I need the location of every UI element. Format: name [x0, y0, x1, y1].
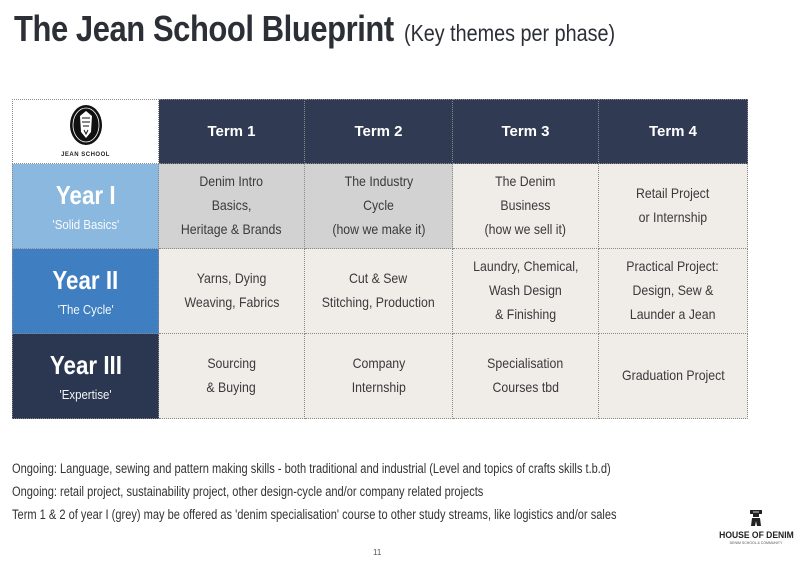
course-cell — [453, 334, 599, 419]
course-line: Heritage & Brands — [181, 220, 282, 237]
course-cell — [159, 249, 305, 334]
course-cell — [159, 164, 305, 249]
course-cell — [305, 164, 453, 249]
year-name: Year I — [55, 179, 116, 210]
note-line: Term 1 & 2 of year I (grey) may be offered as 'denim specialisation' course to other study streams, like logistics and/or sales — [12, 507, 617, 522]
note-line: Ongoing: Language, sewing and pattern making skills - both traditional and industrial (Level and topics of crafts skills t.b.d) — [12, 461, 611, 476]
course-cell — [453, 249, 599, 334]
course-line: Denim Intro — [199, 173, 264, 190]
jean-school-logo-text: JEAN SCHOOL — [61, 152, 110, 159]
page-title — [14, 8, 616, 50]
house-of-denim-logo — [712, 508, 800, 545]
course-line: Basics, — [211, 197, 252, 214]
course-cell — [159, 334, 305, 419]
term-header-2: Term 2 — [305, 99, 453, 164]
course-cell — [599, 249, 748, 334]
course-cell — [599, 334, 748, 419]
course-line: (how we make it) — [331, 220, 426, 237]
course-cell — [599, 164, 748, 249]
year-name: Year II — [52, 264, 119, 295]
year-name: Year III — [49, 349, 122, 380]
course-cell — [305, 249, 453, 334]
course-line: Yarns, Dying — [196, 270, 267, 287]
notes — [12, 457, 749, 526]
term-header-3: Term 3 — [453, 99, 599, 164]
course-line: Cycle — [363, 197, 394, 214]
term-header-1: Term 1 — [159, 99, 305, 164]
course-cell — [453, 164, 599, 249]
course-line: Laundry, Chemical, — [472, 258, 579, 275]
page-title-main: The Jean School Blueprint — [14, 8, 394, 49]
course-line: & Finishing — [495, 305, 556, 322]
note-line: Ongoing: retail project, sustainability project, other design-cycle and/or company related projects — [12, 484, 484, 499]
page-number: 11 — [373, 548, 382, 557]
course-line: The Denim — [495, 173, 556, 190]
course-line: & Buying — [206, 379, 257, 395]
course-line: Business — [500, 197, 551, 214]
year-row-header — [12, 164, 159, 249]
year-tagline: 'Solid Basics' — [52, 216, 119, 232]
course-line: Design, Sew & — [632, 282, 714, 299]
course-line: Company — [352, 355, 405, 372]
brand-name: HOUSE OF DENIM — [718, 530, 794, 541]
course-line: Courses tbd — [492, 379, 559, 395]
term-header-4: Term 4 — [599, 99, 748, 164]
course-line: Internship — [351, 379, 406, 395]
curriculum-table — [12, 99, 748, 419]
course-line: Cut & Sew — [349, 270, 408, 287]
course-line: Wash Design — [489, 282, 562, 299]
course-cell — [305, 334, 453, 419]
year-row-header — [12, 334, 159, 419]
course-line: Stitching, Production — [322, 294, 435, 310]
brand-tagline: DENIM SCHOOL & COMMUNITY — [729, 541, 783, 545]
year-tagline: 'The Cycle' — [57, 301, 114, 317]
course-line: (how we sell it) — [484, 220, 567, 237]
course-line: or Internship — [638, 209, 708, 225]
year-tagline: 'Expertise' — [59, 386, 112, 402]
house-of-denim-emblem-icon — [746, 508, 766, 528]
course-line: Graduation Project — [621, 367, 725, 384]
jean-school-emblem-icon — [67, 102, 105, 148]
course-line: Weaving, Fabrics — [184, 294, 279, 310]
course-line: Specialisation — [487, 355, 564, 372]
course-line: Launder a Jean — [630, 305, 716, 322]
course-line: Retail Project — [636, 185, 710, 202]
page-title-sub: (Key themes per phase) — [404, 20, 616, 46]
course-line: Practical Project: — [626, 258, 720, 275]
course-line: Sourcing — [207, 355, 256, 372]
course-line: The Industry — [344, 173, 413, 190]
year-row-header — [12, 249, 159, 334]
jean-school-logo — [12, 99, 159, 164]
